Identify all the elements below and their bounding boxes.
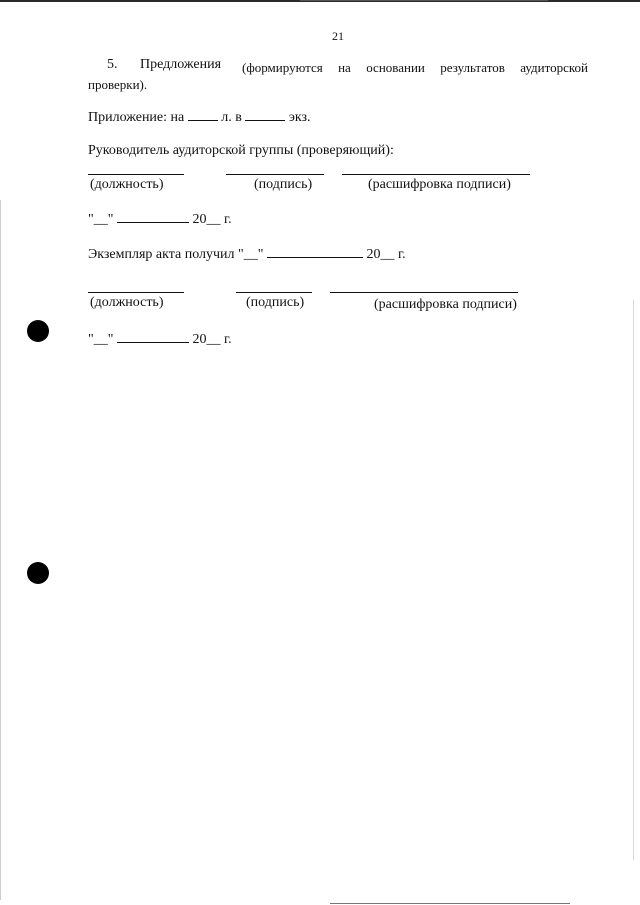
- section-note-word: (формируются: [242, 60, 323, 75]
- scan-top-line: [300, 0, 548, 1]
- auditor-decode-line: [342, 174, 530, 175]
- section-note-line1: [242, 60, 588, 76]
- receipt-decode-caption: (расшифровка подписи): [374, 297, 517, 312]
- section-note-word: аудиторской: [520, 60, 588, 75]
- sheets-blank: [188, 108, 218, 121]
- receipt-position-line: [88, 292, 184, 293]
- punch-hole-top: [27, 320, 49, 342]
- receipt-date-year: 20__ г.: [192, 332, 232, 347]
- page-number: 21: [332, 29, 344, 43]
- receipt-month-blank: [267, 245, 363, 258]
- receipt-date-month-blank: [117, 330, 189, 343]
- receipt-year: 20__ г.: [366, 247, 406, 262]
- receipt-date-quotes: "__": [88, 332, 114, 347]
- appendix-sheets-suffix: л. в: [221, 110, 242, 125]
- appendix-copies-suffix: экз.: [288, 110, 311, 125]
- auditor-month-blank: [117, 210, 189, 223]
- auditor-heading: Руководитель аудиторской группы (проверяющий):: [88, 143, 394, 158]
- scan-left-edge: [0, 200, 1, 900]
- scan-bottom-line: [330, 903, 570, 904]
- receipt-signature-caption: (подпись): [246, 295, 305, 310]
- receipt-decode-line: [330, 292, 518, 293]
- auditor-position-line: [88, 174, 184, 175]
- appendix-line: [88, 108, 311, 126]
- copies-blank: [245, 108, 285, 121]
- receipt-signature-line: [236, 292, 312, 293]
- receipt-text: Экземпляр акта получил "__": [88, 247, 264, 262]
- appendix-label: Приложение: на: [88, 110, 185, 125]
- auditor-date: [88, 210, 232, 228]
- section-heading: Предложения: [140, 57, 222, 72]
- punch-hole-bottom: [27, 562, 49, 584]
- scan-right-edge: [633, 300, 634, 860]
- receipt-line: [88, 245, 406, 263]
- auditor-date-year: 20__ г.: [192, 212, 232, 227]
- auditor-date-quotes: "__": [88, 212, 114, 227]
- auditor-signature-line: [226, 174, 324, 175]
- section-note-word: на: [338, 60, 351, 75]
- auditor-position-caption: (должность): [90, 177, 164, 192]
- section-note-word: результатов: [440, 60, 505, 75]
- auditor-signature-caption: (подпись): [254, 177, 313, 192]
- section-number: 5.: [107, 57, 118, 72]
- auditor-decode-caption: (расшифровка подписи): [368, 177, 511, 192]
- receipt-position-caption: (должность): [90, 295, 164, 310]
- section-note-word: основании: [366, 60, 425, 75]
- section-note-line2: проверки).: [88, 77, 148, 92]
- receipt-date: [88, 330, 232, 348]
